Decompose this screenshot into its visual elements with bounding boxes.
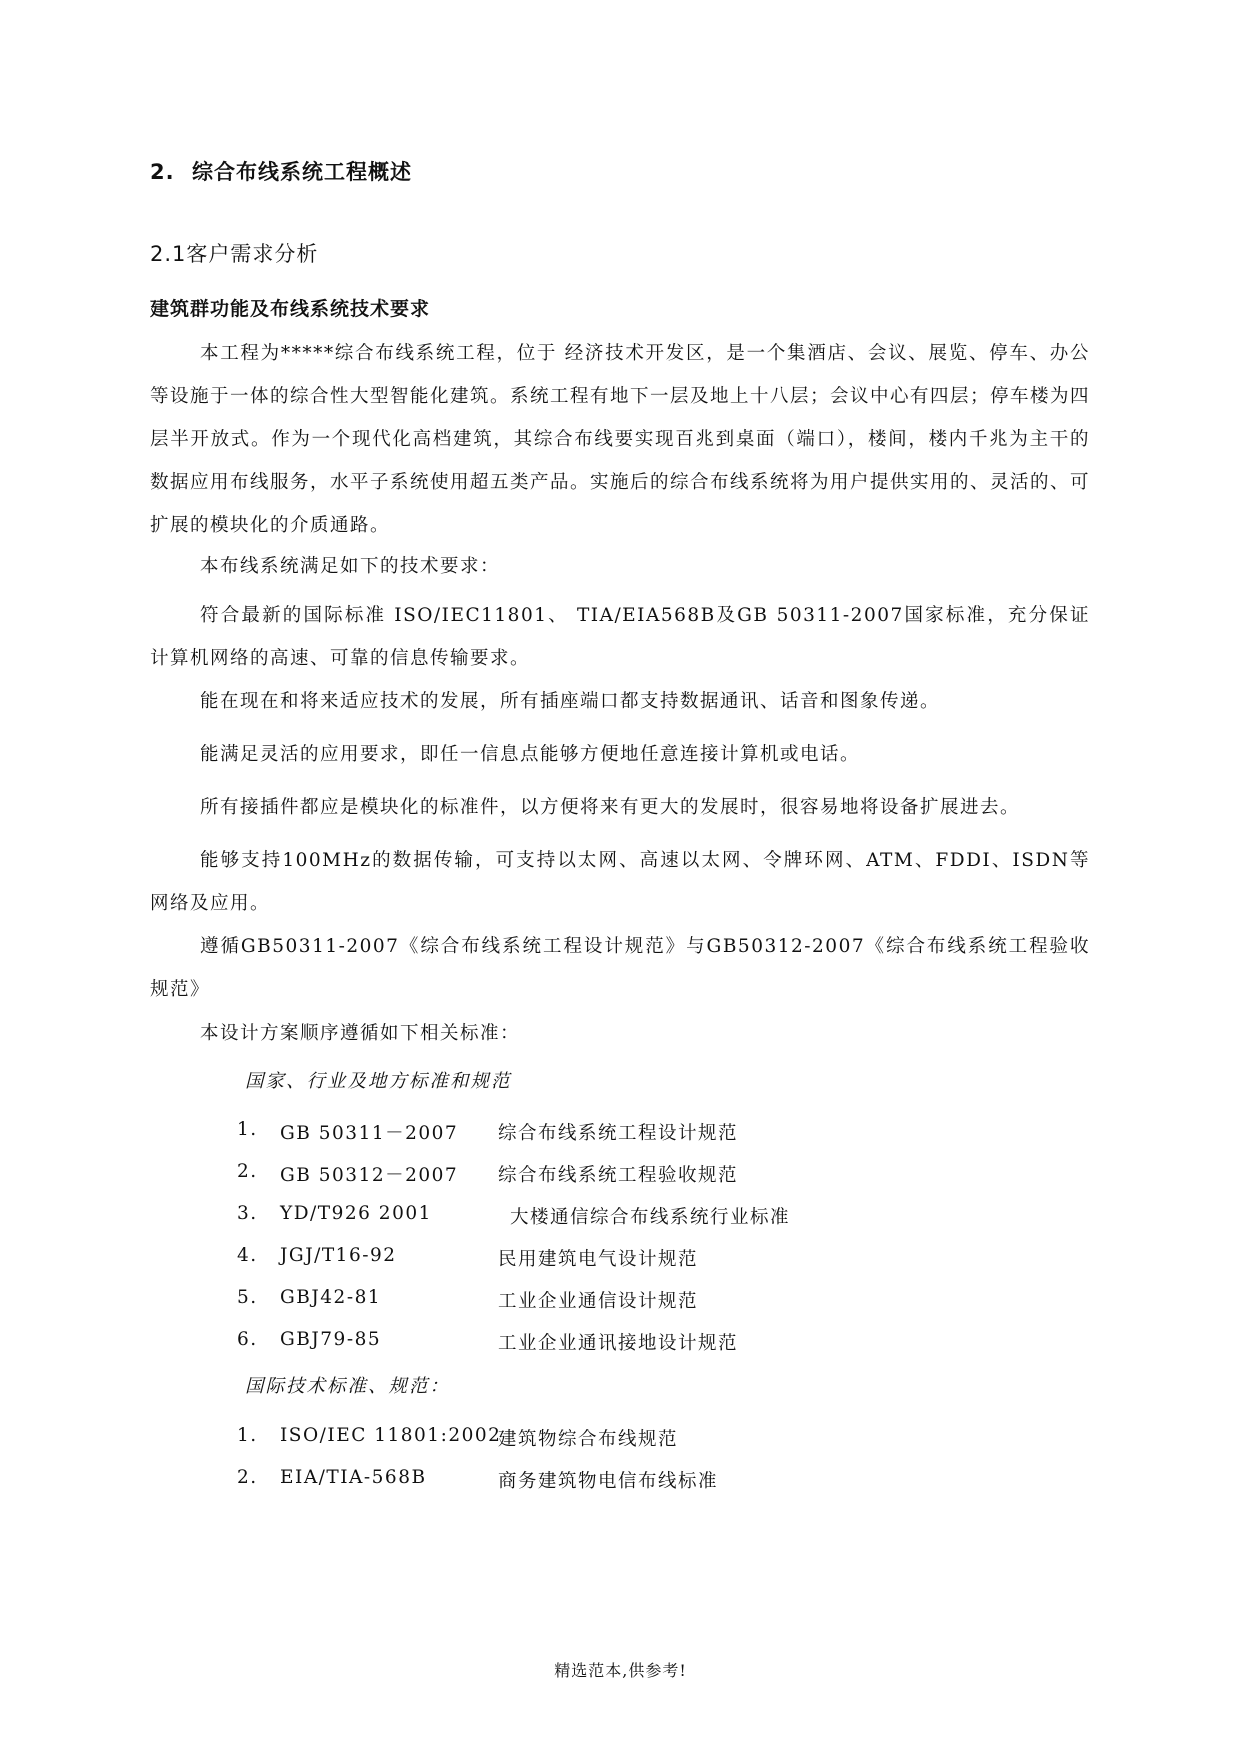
requirement-item: 能满足灵活的应用要求，即任一信息点能够方便地任意连接计算机或电话。 (200, 744, 861, 765)
intl-standards-heading: 国际技术标准、规范： (245, 1376, 451, 1397)
requirement-item: 所有接插件都应是模块化的标准件，以方便将来有更大的发展时，很容易地将设备扩展进去。 (200, 797, 1021, 818)
standard-number: 1. (237, 1425, 258, 1446)
standard-number: 4. (237, 1245, 258, 1266)
standard-code: GB 50312－2007 (280, 1165, 459, 1186)
standard-code: EIA/TIA-568B (280, 1467, 427, 1488)
subsection-heading: 2.1客户需求分析 (150, 242, 319, 266)
standard-desc: 民用建筑电气设计规范 (498, 1249, 699, 1270)
requirement-item: 能够支持100MHz的数据传输，可支持以太网、高速以太网、令牌环网、ATM、FDDI、ISDN等网络及应用。 (150, 850, 1090, 914)
requirement-item: 符合最新的国际标准 ISO/IEC11801、 TIA/EIA568B及GB 50311-2007国家标准，充分保证计算机网络的高速、可靠的信息传输要求。 (150, 605, 1090, 669)
standards-intro: 本设计方案顺序遵循如下相关标准： (200, 1023, 521, 1044)
standard-desc: 工业企业通讯接地设计规范 (498, 1333, 739, 1354)
standard-number: 2. (237, 1161, 258, 1182)
standard-number: 2. (237, 1467, 258, 1488)
requirement-item: 能在现在和将来适应技术的发展，所有插座端口都支持数据通讯、话音和图象传递。 (200, 691, 941, 712)
standard-number: 6. (237, 1329, 258, 1350)
section-title: 综合布线系统工程概述 (192, 160, 412, 184)
national-standards-heading: 国家、行业及地方标准和规范 (245, 1071, 512, 1092)
bold-heading: 建筑群功能及布线系统技术要求 (150, 298, 431, 320)
standard-desc: 综合布线系统工程验收规范 (498, 1165, 739, 1186)
standard-code: ISO/IEC 11801:2002 (280, 1425, 502, 1446)
standard-code: YD/T926 2001 (280, 1203, 432, 1224)
standard-desc: 大楼通信综合布线系统行业标准 (510, 1207, 791, 1228)
standard-desc: 工业企业通信设计规范 (498, 1291, 699, 1312)
standard-desc: 建筑物综合布线规范 (498, 1429, 679, 1450)
standard-code: JGJ/T16-92 (280, 1245, 397, 1266)
requirement-item: 遵循GB50311-2007《综合布线系统工程设计规范》与GB50312-2007《综合布线系统工程验收规范》 (150, 936, 1090, 1000)
section-heading (150, 156, 412, 186)
requirements-intro: 本布线系统满足如下的技术要求： (200, 556, 501, 577)
standard-desc: 商务建筑物电信布线标准 (498, 1471, 719, 1492)
standard-number: 5. (237, 1287, 258, 1308)
intro-paragraph: 本工程为*****综合布线系统工程，位于 经济技术开发区，是一个集酒店、会议、展览、停车、办公等设施于一体的综合性大型智能化建筑。系统工程有地下一层及地上十八层；会议中心有四层；停车楼为四层半开放式。作为一个现代化高档建筑，其综合布线要实现百兆到桌面（端口），楼间，楼内千兆为主干的数据应用布线服务，水平子系统使用超五类产品。实施后的综合布线系统将为用户提供实用的、灵活的、可扩展的模块化的介质通路。 (150, 343, 1091, 536)
standard-code: GBJ42-81 (280, 1287, 382, 1308)
section-number: 2. (150, 160, 175, 184)
standard-number: 3. (237, 1203, 258, 1224)
standard-desc: 综合布线系统工程设计规范 (498, 1123, 739, 1144)
standard-code: GBJ79-85 (280, 1329, 382, 1350)
page-footer: 精选范本,供参考! (554, 1661, 687, 1680)
standard-number: 1. (237, 1119, 258, 1140)
standard-code: GB 50311－2007 (280, 1123, 459, 1144)
